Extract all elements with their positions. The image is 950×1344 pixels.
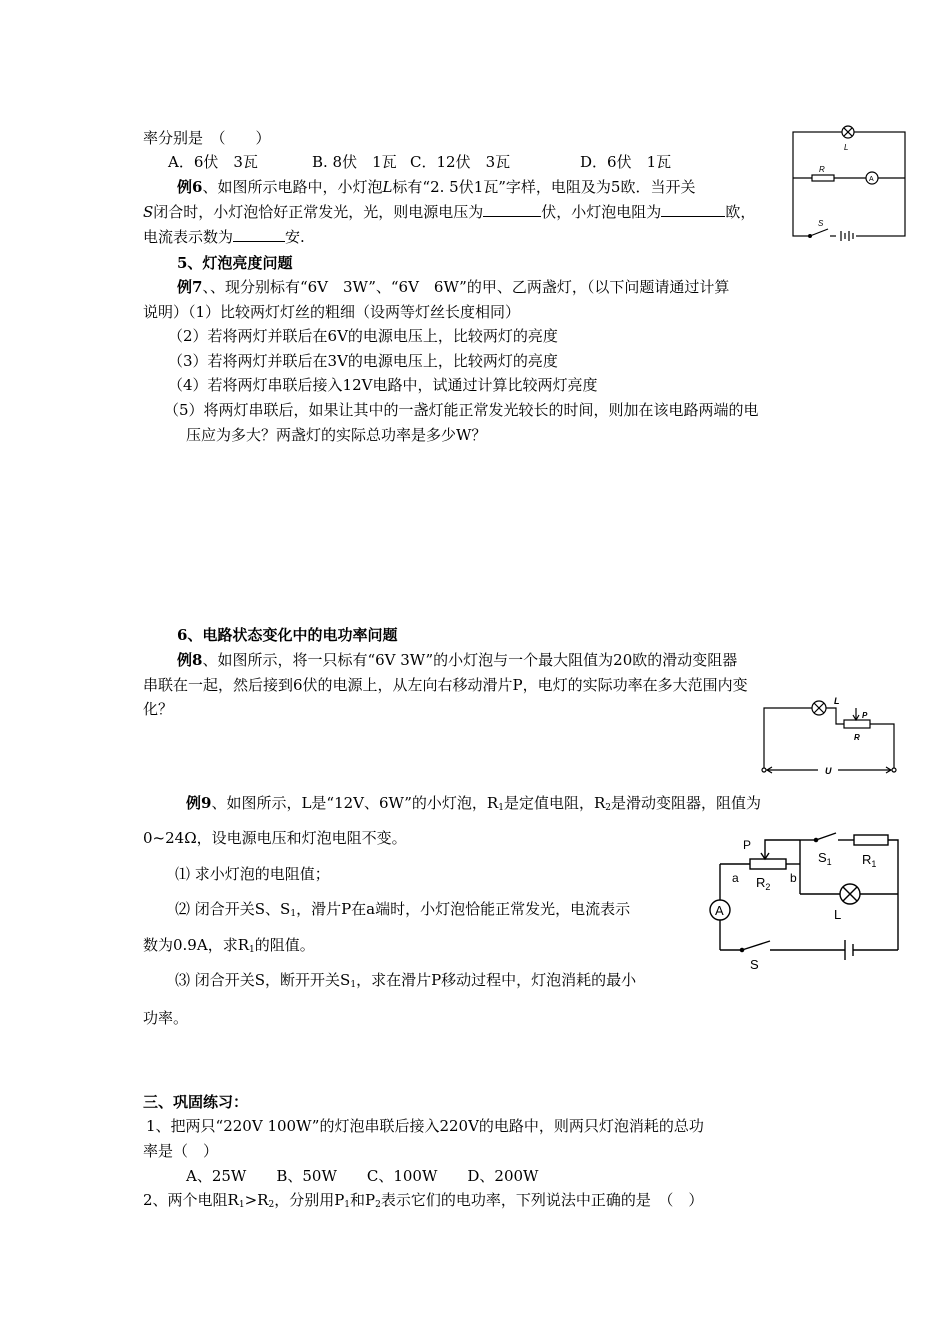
ex6-label: 例6 <box>177 178 203 196</box>
ex8-line-1: 例8、如图所示，将一只标有“6V 3W”的小灯泡与一个最大阻值为20欧的滑动变阻器 <box>177 651 738 669</box>
ex8-label: 例8 <box>177 651 203 669</box>
ex7-line-1: 例7、、现分别标有“6V 3W”、“6V 6W”的甲、乙两盏灯，（以下问题请通过计算 <box>177 278 730 296</box>
symbol-S: S <box>143 203 154 221</box>
answer-blank-current[interactable] <box>233 227 285 242</box>
fig9-label-A: A <box>715 903 724 918</box>
practice-q2-line-1: 2、两个电阻$R_1>R_2$，分别用$P_1$和$P_2$表示它们的电功率，下列说法中正确的是 （ ） <box>143 1191 704 1210</box>
ex8-circuit-diagram <box>756 694 906 780</box>
fig6-label-A: A <box>869 176 874 183</box>
fig8-label-L: L <box>834 696 840 706</box>
ex8-line-2: 串联在一起，然后接到6伏的电源上，从左向右移动滑片P，电灯的实际功率在多大范围内变 <box>143 676 748 694</box>
ex9-question-2-line-2: 数为0.9A，求$R_1$的阻值。 <box>143 936 315 955</box>
ex7-question-5-line-1: （5）将两灯串联后，如果让其中的一盏灯能正常发光较长的时间，则加在该电路两端的电 <box>164 401 759 419</box>
ex7-label: 例7 <box>177 278 203 296</box>
section-6-title: 6、电路状态变化中的电功率问题 <box>177 626 398 644</box>
ex9-line-1: 例9、如图所示，L是“12V、6W”的小灯泡，$R_1$是定值电阻，$R_2$是滑动变阻器，阻值为 <box>186 794 761 813</box>
fig9-label-a: a <box>732 871 739 885</box>
practice-q1-line-2: 率是（ ） <box>143 1142 219 1160</box>
symbol-L: L <box>382 178 393 196</box>
ex7-question-3: （3）若将两灯并联后在3V的电源电压上，比较两灯的亮度 <box>168 352 558 370</box>
fig9-label-R2: $R_2$ <box>756 875 771 892</box>
ex6-line-3: 电流表示数为 安. <box>143 228 305 246</box>
ex9-question-1: ⑴ 求小灯泡的电阻值； <box>175 865 330 883</box>
fig9-label-P: P <box>743 838 752 852</box>
fig9-label-S1: $S_1$ <box>818 850 832 867</box>
answer-blank-voltage[interactable] <box>483 202 541 217</box>
fig8-label-U: U <box>825 766 832 776</box>
ex8-line-3: 化？ <box>143 700 174 718</box>
fig6-label-L: L <box>844 143 849 152</box>
ex6-circuit-diagram <box>788 122 910 242</box>
practice-title: 三、巩固练习： <box>143 1093 249 1111</box>
ex7-question-2: （2）若将两灯并联后在6V的电源电压上，比较两灯的亮度 <box>168 327 558 345</box>
q5-option-b: B. 8伏 1瓦 <box>312 153 397 171</box>
ex6-line-1: 例6、如图所示电路中，小灯泡L标有“2. 5伏1瓦”字样，电阻及为5欧．当开关 <box>177 178 696 196</box>
fig9-label-b: b <box>790 871 797 885</box>
ex9-question-2-line-1: ⑵ 闭合开关S、$S_1$，滑片P在a端时，小灯泡恰能正常发光，电流表示 <box>175 900 631 919</box>
answer-blank-resistance[interactable] <box>661 202 725 217</box>
practice-q1-line-1: 1、把两只“220V 100W”的灯泡串联后接入220V的电路中，则两只灯泡消耗的总功 <box>146 1117 704 1135</box>
fig9-label-R1: $R_1$ <box>862 852 877 869</box>
fig8-label-R: R <box>854 733 860 742</box>
q5-option-c: C．12伏 3瓦 <box>410 153 511 171</box>
q5-option-a: A．6伏 3瓦 <box>168 153 258 171</box>
fig9-label-S: S <box>750 957 759 972</box>
section-5-title: 5、灯泡亮度问题 <box>177 254 293 272</box>
ex7-line-2: 说明）（1）比较两灯灯丝的粗细（设两等灯丝长度相同） <box>143 303 521 321</box>
ex7-question-5-line-2: 压应为多大？两盏灯的实际总功率是多少W？ <box>186 426 487 444</box>
ex9-question-3-line-2: 功率。 <box>143 1009 189 1027</box>
ex9-line-2: 0~24Ω，设电源电压和灯泡电阻不变。 <box>143 829 407 847</box>
fig8-label-P: P <box>862 711 868 720</box>
ex9-circuit-diagram <box>708 830 904 972</box>
ex6-line-2: S闭合时，小灯泡恰好正常发光，光，则电源电压为 伏，小灯泡电阻为 欧， <box>143 203 756 221</box>
practice-q1-options: A、25W B、50W C、100W D、200W <box>186 1167 539 1185</box>
ex7-question-4: （4）若将两灯串联后接入12V电路中，试通过计算比较两灯亮度 <box>168 376 598 394</box>
fig6-label-S: S <box>818 219 824 228</box>
fig9-label-L: L <box>834 907 842 922</box>
q5-stem: 率分别是 （ ） <box>143 129 271 147</box>
ex9-label: 例9 <box>186 794 212 812</box>
ex9-question-3-line-1: ⑶ 闭合开关S，断开开关$S_1$，求在滑片P移动过程中，灯泡消耗的最小 <box>175 971 637 990</box>
fig6-label-R: R <box>819 165 825 174</box>
q5-option-d: D．6伏 1瓦 <box>580 153 672 171</box>
